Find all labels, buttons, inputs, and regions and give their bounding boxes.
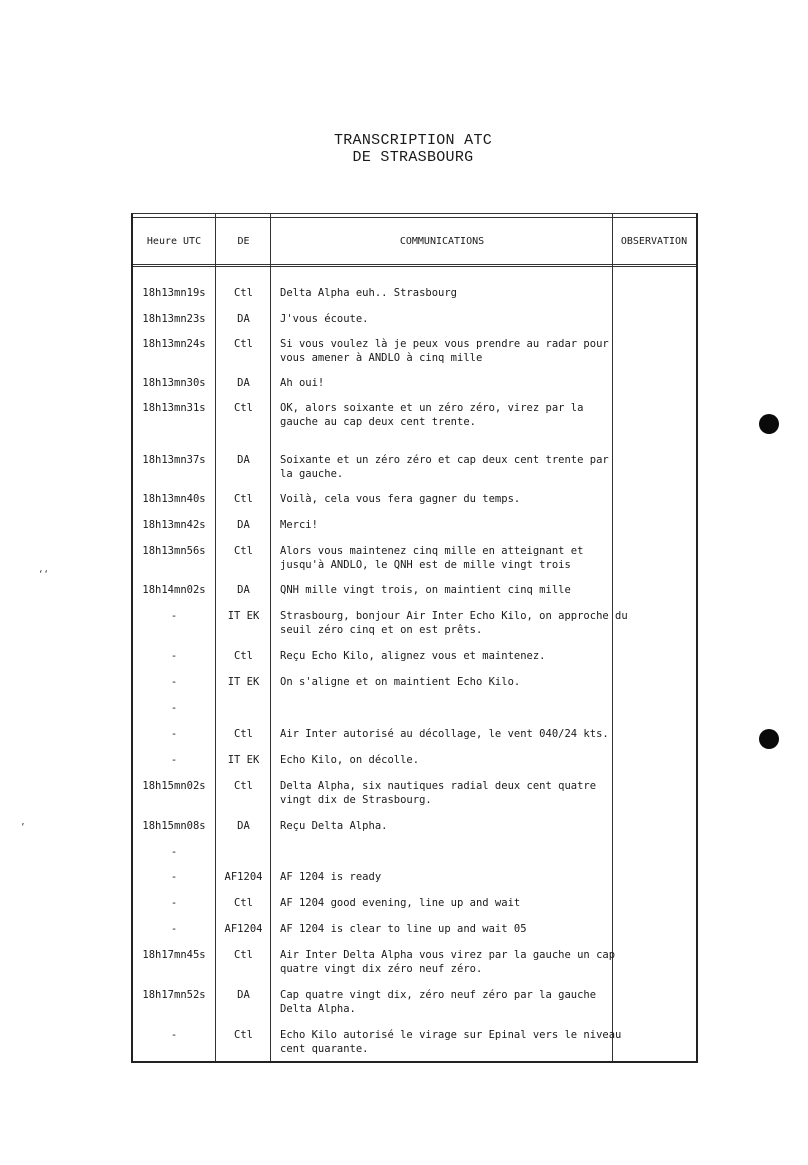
row-time: 18h15mn08s — [142, 820, 206, 832]
row-communication-line: Air Inter Delta Alpha vous virez par la gauche un cap — [280, 949, 616, 961]
row-communication-line: cent quarante. — [280, 1042, 369, 1055]
row-speaker: Ctl — [234, 650, 253, 662]
row-communication-line: QNH mille vingt trois, on maintient cinq mille — [280, 584, 571, 596]
row-time: 18h15mn02s — [142, 780, 206, 792]
column-header-from: DE — [237, 236, 250, 247]
row-speaker: Ctl — [234, 1029, 253, 1041]
row-speaker: IT EK — [227, 610, 260, 622]
row-time: - — [170, 846, 178, 858]
row-time: 18h13mn30s — [142, 377, 206, 389]
row-communication-line: seuil zéro cinq et on est prêts. — [280, 623, 483, 636]
row-speaker: IT EK — [227, 676, 260, 688]
row-time: 18h13mn24s — [142, 338, 206, 350]
row-speaker: DA — [237, 377, 250, 389]
row-communication-line: AF 1204 is ready — [280, 871, 382, 883]
row-time: - — [170, 728, 178, 740]
punch-hole — [759, 414, 779, 434]
row-communication-line: Alors vous maintenez cinq mille en atteignant et — [280, 545, 584, 557]
row-time: 18h13mn19s — [142, 287, 206, 299]
header-top-rule — [133, 217, 696, 218]
row-communication-line: J'vous écoute. — [280, 313, 369, 325]
row-communication-line: Delta Alpha, six nautiques radial deux cent quatre — [280, 780, 597, 792]
row-speaker: Ctl — [234, 728, 253, 740]
paper-speck: ‘‘ — [38, 570, 49, 580]
row-communication-line: Merci! — [280, 519, 318, 531]
row-speaker: DA — [237, 519, 250, 531]
row-communication-line: Delta Alpha. — [280, 1002, 356, 1015]
row-communication-line: vous amener à ANDLO à cinq mille — [280, 351, 483, 364]
row-speaker: Ctl — [234, 338, 253, 350]
row-time: 18h17mn52s — [142, 989, 206, 1001]
row-communication-line: Voilà, cela vous fera gagner du temps. — [280, 493, 521, 505]
row-communication-line: Air Inter autorisé au décollage, le vent 040/24 kts. — [280, 728, 609, 740]
row-time: 18h13mn31s — [142, 402, 206, 414]
column-divider — [612, 214, 613, 1061]
paper-speck: ’ — [20, 823, 26, 833]
row-time: - — [170, 676, 178, 688]
row-communication-line: Cap quatre vingt dix, zéro neuf zéro par la gauche — [280, 989, 597, 1001]
row-time: 18h13mn37s — [142, 454, 206, 466]
row-speaker: Ctl — [234, 897, 253, 909]
row-communication-line: Reçu Echo Kilo, alignez vous et maintenez. — [280, 650, 546, 662]
row-communication-line: Ah oui! — [280, 377, 325, 389]
column-header-time: Heure UTC — [146, 236, 202, 247]
row-time: 18h13mn23s — [142, 313, 206, 325]
row-time: 18h14mn02s — [142, 584, 206, 596]
row-speaker: Ctl — [234, 949, 253, 961]
row-speaker: DA — [237, 584, 250, 596]
row-time: - — [170, 897, 178, 909]
row-communication-line: OK, alors soixante et un zéro zéro, virez par la — [280, 402, 584, 414]
row-communication-line: Echo Kilo, on décolle. — [280, 754, 420, 766]
row-communication-line: la gauche. — [280, 467, 344, 480]
row-speaker: Ctl — [234, 545, 253, 557]
row-time: 18h13mn42s — [142, 519, 206, 531]
row-time: 18h13mn56s — [142, 545, 206, 557]
row-time: - — [170, 754, 178, 766]
row-communication-line: Reçu Delta Alpha. — [280, 820, 388, 832]
row-communication-line: Soixante et un zéro zéro et cap deux cent trente par — [280, 454, 609, 466]
row-communication-line: vingt dix de Strasbourg. — [280, 793, 432, 806]
document-title-line-2: DE STRASBOURG — [352, 149, 474, 166]
column-header-observation: OBSERVATION — [620, 236, 688, 247]
row-communication-line: Si vous voulez là je peux vous prendre au radar pour — [280, 338, 609, 350]
row-communication-line: Echo Kilo autorisé le virage sur Epinal vers le niveau — [280, 1029, 622, 1041]
row-communication-line: gauche au cap deux cent trente. — [280, 415, 476, 428]
row-speaker: AF1204 — [224, 923, 263, 935]
row-speaker: DA — [237, 820, 250, 832]
row-communication-line: jusqu'à ANDLO, le QNH est de mille vingt trois — [280, 558, 571, 571]
row-time: - — [170, 702, 178, 714]
row-communication-line: AF 1204 is clear to line up and wait 05 — [280, 923, 527, 935]
row-speaker: Ctl — [234, 780, 253, 792]
row-time: - — [170, 610, 178, 622]
punch-hole — [759, 729, 779, 749]
document-title-line-1: TRANSCRIPTION ATC — [333, 132, 493, 149]
header-bottom-rule-2 — [133, 266, 696, 267]
row-speaker: AF1204 — [224, 871, 263, 883]
row-time: 18h17mn45s — [142, 949, 206, 961]
row-time: - — [170, 871, 178, 883]
row-communication-line: quatre vingt dix zéro neuf zéro. — [280, 962, 483, 975]
row-time: - — [170, 923, 178, 935]
row-time: 18h13mn40s — [142, 493, 206, 505]
row-speaker: DA — [237, 454, 250, 466]
row-speaker: Ctl — [234, 493, 253, 505]
column-divider — [270, 214, 271, 1061]
row-time: - — [170, 1029, 178, 1041]
column-divider — [215, 214, 216, 1061]
row-speaker: Ctl — [234, 402, 253, 414]
row-speaker: DA — [237, 313, 250, 325]
row-speaker: Ctl — [234, 287, 253, 299]
row-speaker: DA — [237, 989, 250, 1001]
row-time: - — [170, 650, 178, 662]
row-speaker: IT EK — [227, 754, 260, 766]
row-communication-line: On s'aligne et on maintient Echo Kilo. — [280, 676, 521, 688]
header-bottom-rule — [133, 264, 696, 265]
column-header-communications: COMMUNICATIONS — [399, 236, 485, 247]
row-communication-line: AF 1204 good evening, line up and wait — [280, 897, 521, 909]
row-communication-line: Strasbourg, bonjour Air Inter Echo Kilo, on approche du — [280, 610, 628, 622]
row-communication-line: Delta Alpha euh.. Strasbourg — [280, 287, 458, 299]
